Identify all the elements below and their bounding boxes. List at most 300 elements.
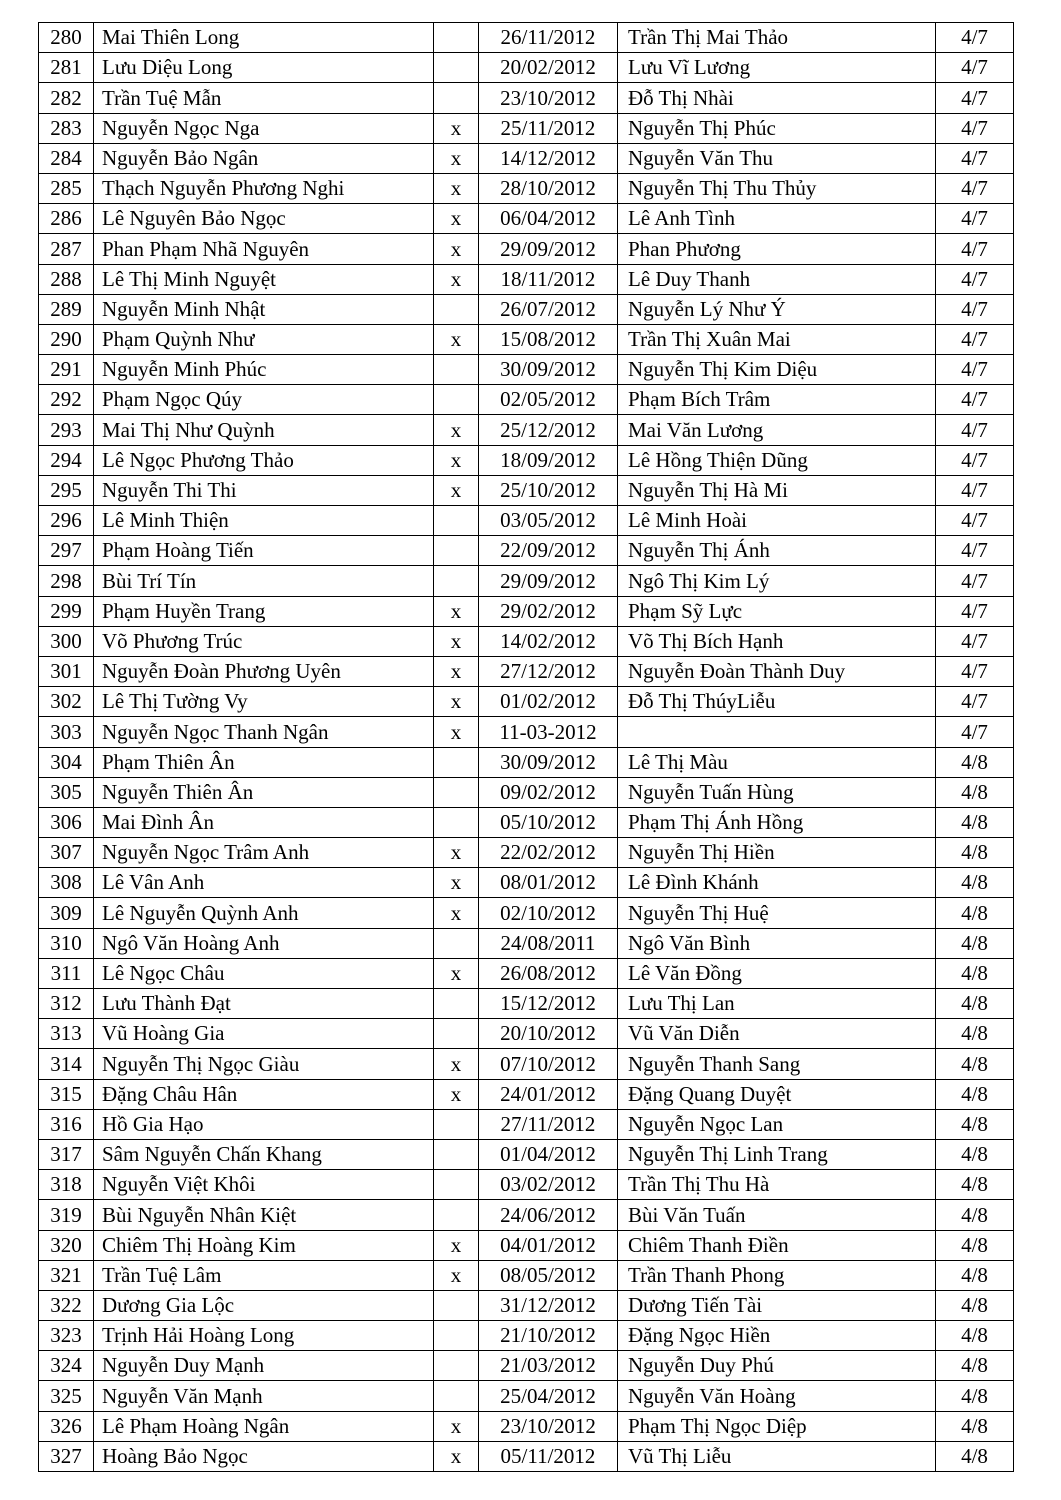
student-name-cell: Phạm Thiên Ân [94,747,434,777]
student-name-cell: Nguyễn Việt Khôi [94,1170,434,1200]
female-mark-cell [434,53,479,83]
parent-name-cell: Lưu Thị Lan [618,989,936,1019]
class-name-cell: 4/7 [936,204,1014,234]
row-number-cell: 303 [39,717,94,747]
table-row [39,355,1014,385]
birth-date-cell: 23/10/2012 [479,1411,618,1441]
class-name-cell: 4/7 [936,687,1014,717]
parent-name-cell: Lê Duy Thanh [618,264,936,294]
student-name-cell: Lê Ngọc Châu [94,958,434,988]
table-row [39,83,1014,113]
table-row [39,506,1014,536]
class-name-cell: 4/8 [936,868,1014,898]
student-name-cell: Thạch Nguyễn Phương Nghi [94,173,434,203]
birth-date-cell: 26/07/2012 [479,294,618,324]
student-name-cell: Lê Minh Thiện [94,506,434,536]
table-row [39,747,1014,777]
birth-date-cell: 07/10/2012 [479,1049,618,1079]
class-name-cell: 4/8 [936,1170,1014,1200]
student-name-cell: Nguyễn Ngọc Nga [94,113,434,143]
female-mark-cell: x [434,898,479,928]
student-name-cell: Nguyễn Bảo Ngân [94,143,434,173]
student-name-cell: Trần Tuệ Lâm [94,1260,434,1290]
row-number-cell: 320 [39,1230,94,1260]
student-name-cell: Ngô Văn Hoàng Anh [94,928,434,958]
parent-name-cell: Nguyễn Thị Hiền [618,838,936,868]
class-name-cell: 4/7 [936,234,1014,264]
student-name-cell: Mai Thiên Long [94,23,434,53]
row-number-cell: 280 [39,23,94,53]
student-name-cell: Nguyễn Minh Phúc [94,355,434,385]
parent-name-cell: Ngô Văn Bình [618,928,936,958]
female-mark-cell: x [434,234,479,264]
birth-date-cell: 20/02/2012 [479,53,618,83]
class-name-cell: 4/7 [936,23,1014,53]
class-name-cell: 4/7 [936,113,1014,143]
parent-name-cell: Nguyễn Duy Phú [618,1351,936,1381]
class-name-cell: 4/7 [936,626,1014,656]
student-name-cell: Lê Ngọc Phương Thảo [94,445,434,475]
student-name-cell: Phạm Huyền Trang [94,596,434,626]
class-name-cell: 4/7 [936,566,1014,596]
row-number-cell: 305 [39,777,94,807]
class-name-cell: 4/7 [936,53,1014,83]
parent-name-cell: Phạm Bích Trâm [618,385,936,415]
student-name-cell: Nguyễn Đoàn Phương Uyên [94,656,434,686]
row-number-cell: 304 [39,747,94,777]
female-mark-cell: x [434,596,479,626]
class-name-cell: 4/8 [936,1200,1014,1230]
birth-date-cell: 27/11/2012 [479,1109,618,1139]
class-name-cell: 4/8 [936,1441,1014,1471]
parent-name-cell: Nguyễn Văn Thu [618,143,936,173]
student-name-cell: Lê Nguyên Bảo Ngọc [94,204,434,234]
row-number-cell: 312 [39,989,94,1019]
class-name-cell: 4/8 [936,1139,1014,1169]
table-row [39,1351,1014,1381]
parent-name-cell: Vũ Thị Liễu [618,1441,936,1471]
student-name-cell: Mai Thị Như Quỳnh [94,415,434,445]
table-row [39,1411,1014,1441]
student-name-cell: Lê Thị Tường Vy [94,687,434,717]
class-name-cell: 4/8 [936,1290,1014,1320]
female-mark-cell: x [434,1079,479,1109]
birth-date-cell: 24/01/2012 [479,1079,618,1109]
female-mark-cell [434,1381,479,1411]
birth-date-cell: 03/02/2012 [479,1170,618,1200]
student-name-cell: Dương Gia Lộc [94,1290,434,1320]
table-row [39,1109,1014,1139]
female-mark-cell [434,385,479,415]
parent-name-cell: Võ Thị Bích Hạnh [618,626,936,656]
table-row [39,928,1014,958]
female-mark-cell: x [434,1230,479,1260]
student-name-cell: Hoàng Bảo Ngọc [94,1441,434,1471]
class-name-cell: 4/8 [936,747,1014,777]
table-row [39,958,1014,988]
row-number-cell: 306 [39,807,94,837]
birth-date-cell: 14/12/2012 [479,143,618,173]
table-row [39,1441,1014,1471]
class-name-cell: 4/8 [936,1321,1014,1351]
female-mark-cell [434,1139,479,1169]
birth-date-cell: 21/03/2012 [479,1351,618,1381]
female-mark-cell: x [434,1441,479,1471]
student-name-cell: Phạm Quỳnh Như [94,324,434,354]
table-row [39,536,1014,566]
birth-date-cell: 29/09/2012 [479,566,618,596]
row-number-cell: 321 [39,1260,94,1290]
table-row [39,1079,1014,1109]
parent-name-cell: Nguyễn Thị Ánh [618,536,936,566]
birth-date-cell: 09/02/2012 [479,777,618,807]
parent-name-cell: Lưu Vĩ Lương [618,53,936,83]
birth-date-cell: 22/09/2012 [479,536,618,566]
birth-date-cell: 25/12/2012 [479,415,618,445]
class-name-cell: 4/8 [936,1351,1014,1381]
table-row [39,264,1014,294]
roster-body [39,23,1014,1472]
female-mark-cell: x [434,868,479,898]
student-name-cell: Nguyễn Minh Nhật [94,294,434,324]
student-name-cell: Nguyễn Duy Mạnh [94,1351,434,1381]
female-mark-cell [434,1109,479,1139]
table-row [39,1260,1014,1290]
table-row [39,415,1014,445]
birth-date-cell: 01/02/2012 [479,687,618,717]
row-number-cell: 314 [39,1049,94,1079]
female-mark-cell [434,1351,479,1381]
female-mark-cell [434,747,479,777]
student-name-cell: Lê Vân Anh [94,868,434,898]
student-name-cell: Phạm Hoàng Tiến [94,536,434,566]
female-mark-cell [434,355,479,385]
row-number-cell: 301 [39,656,94,686]
birth-date-cell: 15/08/2012 [479,324,618,354]
parent-name-cell: Nguyễn Thị Kim Diệu [618,355,936,385]
table-row [39,1290,1014,1320]
table-row [39,1381,1014,1411]
table-row [39,475,1014,505]
class-name-cell: 4/7 [936,143,1014,173]
birth-date-cell: 02/05/2012 [479,385,618,415]
parent-name-cell: Nguyễn Thị Thu Thủy [618,173,936,203]
row-number-cell: 297 [39,536,94,566]
female-mark-cell: x [434,838,479,868]
birth-date-cell: 15/12/2012 [479,989,618,1019]
table-row [39,717,1014,747]
parent-name-cell: Bùi Văn Tuấn [618,1200,936,1230]
row-number-cell: 284 [39,143,94,173]
parent-name-cell: Nguyễn Tuấn Hùng [618,777,936,807]
student-name-cell: Nguyễn Ngọc Thanh Ngân [94,717,434,747]
row-number-cell: 300 [39,626,94,656]
table-row [39,687,1014,717]
parent-name-cell: Nguyễn Thị Linh Trang [618,1139,936,1169]
female-mark-cell [434,777,479,807]
student-name-cell: Hồ Gia Hạo [94,1109,434,1139]
class-name-cell: 4/8 [936,1381,1014,1411]
table-row [39,626,1014,656]
birth-date-cell: 30/09/2012 [479,747,618,777]
parent-name-cell: Dương Tiến Tài [618,1290,936,1320]
table-row [39,596,1014,626]
female-mark-cell [434,23,479,53]
parent-name-cell: Đặng Ngọc Hiền [618,1321,936,1351]
student-name-cell: Phạm Ngọc Qúy [94,385,434,415]
parent-name-cell: Chiêm Thanh Điền [618,1230,936,1260]
row-number-cell: 285 [39,173,94,203]
female-mark-cell [434,1200,479,1230]
class-name-cell: 4/7 [936,717,1014,747]
female-mark-cell [434,566,479,596]
student-name-cell: Đặng Châu Hân [94,1079,434,1109]
row-number-cell: 324 [39,1351,94,1381]
table-row [39,173,1014,203]
female-mark-cell: x [434,113,479,143]
table-row [39,1230,1014,1260]
row-number-cell: 319 [39,1200,94,1230]
birth-date-cell: 22/02/2012 [479,838,618,868]
row-number-cell: 313 [39,1019,94,1049]
row-number-cell: 288 [39,264,94,294]
birth-date-cell: 11-03-2012 [479,717,618,747]
parent-name-cell: Trần Thanh Phong [618,1260,936,1290]
female-mark-cell: x [434,204,479,234]
class-name-cell: 4/8 [936,989,1014,1019]
parent-name-cell: Nguyễn Ngọc Lan [618,1109,936,1139]
student-name-cell: Lê Nguyễn Quỳnh Anh [94,898,434,928]
parent-name-cell: Nguyễn Đoàn Thành Duy [618,656,936,686]
female-mark-cell [434,807,479,837]
female-mark-cell [434,1170,479,1200]
parent-name-cell: Lê Minh Hoài [618,506,936,536]
female-mark-cell: x [434,958,479,988]
class-name-cell: 4/8 [936,1079,1014,1109]
female-mark-cell [434,294,479,324]
class-name-cell: 4/7 [936,475,1014,505]
class-name-cell: 4/7 [936,445,1014,475]
table-row [39,807,1014,837]
table-row [39,1139,1014,1169]
birth-date-cell: 01/04/2012 [479,1139,618,1169]
female-mark-cell: x [434,656,479,686]
birth-date-cell: 08/01/2012 [479,868,618,898]
class-name-cell: 4/7 [936,656,1014,686]
class-name-cell: 4/8 [936,1411,1014,1441]
row-number-cell: 281 [39,53,94,83]
birth-date-cell: 05/10/2012 [479,807,618,837]
student-name-cell: Lưu Thành Đạt [94,989,434,1019]
row-number-cell: 296 [39,506,94,536]
parent-name-cell [618,717,936,747]
parent-name-cell: Phan Phương [618,234,936,264]
row-number-cell: 291 [39,355,94,385]
student-name-cell: Vũ Hoàng Gia [94,1019,434,1049]
class-name-cell: 4/8 [936,958,1014,988]
row-number-cell: 325 [39,1381,94,1411]
birth-date-cell: 25/04/2012 [479,1381,618,1411]
class-name-cell: 4/8 [936,1109,1014,1139]
class-name-cell: 4/8 [936,1019,1014,1049]
student-name-cell: Nguyễn Thị Ngọc Giàu [94,1049,434,1079]
table-row [39,1321,1014,1351]
parent-name-cell: Mai Văn Lương [618,415,936,445]
row-number-cell: 309 [39,898,94,928]
parent-name-cell: Lê Anh Tình [618,204,936,234]
class-name-cell: 4/7 [936,324,1014,354]
student-name-cell: Nguyễn Ngọc Trâm Anh [94,838,434,868]
student-name-cell: Nguyễn Văn Mạnh [94,1381,434,1411]
table-row [39,1170,1014,1200]
parent-name-cell: Đặng Quang Duyệt [618,1079,936,1109]
student-name-cell: Mai Đình Ân [94,807,434,837]
row-number-cell: 322 [39,1290,94,1320]
table-row [39,143,1014,173]
female-mark-cell: x [434,173,479,203]
birth-date-cell: 04/01/2012 [479,1230,618,1260]
birth-date-cell: 21/10/2012 [479,1321,618,1351]
table-row [39,204,1014,234]
table-row [39,656,1014,686]
row-number-cell: 299 [39,596,94,626]
female-mark-cell: x [434,626,479,656]
student-name-cell: Trịnh Hải Hoàng Long [94,1321,434,1351]
row-number-cell: 294 [39,445,94,475]
birth-date-cell: 31/12/2012 [479,1290,618,1320]
student-name-cell: Bùi Trí Tín [94,566,434,596]
female-mark-cell [434,928,479,958]
student-name-cell: Nguyễn Thi Thi [94,475,434,505]
row-number-cell: 317 [39,1139,94,1169]
parent-name-cell: Nguyễn Thanh Sang [618,1049,936,1079]
table-row [39,777,1014,807]
class-name-cell: 4/8 [936,807,1014,837]
class-name-cell: 4/8 [936,898,1014,928]
row-number-cell: 310 [39,928,94,958]
table-row [39,294,1014,324]
class-name-cell: 4/8 [936,928,1014,958]
birth-date-cell: 25/11/2012 [479,113,618,143]
table-row [39,1049,1014,1079]
female-mark-cell [434,83,479,113]
female-mark-cell: x [434,324,479,354]
class-name-cell: 4/8 [936,777,1014,807]
student-name-cell: Nguyễn Thiên Ân [94,777,434,807]
female-mark-cell: x [434,717,479,747]
class-name-cell: 4/8 [936,838,1014,868]
female-mark-cell: x [434,143,479,173]
birth-date-cell: 20/10/2012 [479,1019,618,1049]
birth-date-cell: 28/10/2012 [479,173,618,203]
birth-date-cell: 29/09/2012 [479,234,618,264]
student-name-cell: Lê Phạm Hoàng Ngân [94,1411,434,1441]
student-name-cell: Sâm Nguyễn Chấn Khang [94,1139,434,1169]
class-name-cell: 4/7 [936,173,1014,203]
parent-name-cell: Đỗ Thị ThúyLiễu [618,687,936,717]
female-mark-cell [434,1019,479,1049]
table-row [39,1200,1014,1230]
row-number-cell: 308 [39,868,94,898]
birth-date-cell: 24/08/2011 [479,928,618,958]
table-row [39,445,1014,475]
class-name-cell: 4/7 [936,264,1014,294]
parent-name-cell: Phạm Sỹ Lực [618,596,936,626]
female-mark-cell: x [434,264,479,294]
parent-name-cell: Trần Thị Thu Hà [618,1170,936,1200]
student-roster-table [38,22,1014,1472]
row-number-cell: 318 [39,1170,94,1200]
class-name-cell: 4/7 [936,596,1014,626]
parent-name-cell: Nguyễn Lý Như Ý [618,294,936,324]
parent-name-cell: Nguyễn Văn Hoàng [618,1381,936,1411]
parent-name-cell: Nguyễn Thị Huệ [618,898,936,928]
female-mark-cell: x [434,1049,479,1079]
class-name-cell: 4/7 [936,294,1014,324]
class-name-cell: 4/7 [936,536,1014,566]
row-number-cell: 293 [39,415,94,445]
birth-date-cell: 27/12/2012 [479,656,618,686]
row-number-cell: 286 [39,204,94,234]
row-number-cell: 323 [39,1321,94,1351]
class-name-cell: 4/8 [936,1260,1014,1290]
table-row [39,989,1014,1019]
parent-name-cell: Lê Hồng Thiện Dũng [618,445,936,475]
birth-date-cell: 26/11/2012 [479,23,618,53]
female-mark-cell: x [434,415,479,445]
student-name-cell: Lưu Diệu Long [94,53,434,83]
student-name-cell: Chiêm Thị Hoàng Kim [94,1230,434,1260]
female-mark-cell: x [434,445,479,475]
birth-date-cell: 24/06/2012 [479,1200,618,1230]
female-mark-cell: x [434,1260,479,1290]
birth-date-cell: 05/11/2012 [479,1441,618,1471]
birth-date-cell: 29/02/2012 [479,596,618,626]
birth-date-cell: 18/11/2012 [479,264,618,294]
parent-name-cell: Ngô Thị Kim Lý [618,566,936,596]
row-number-cell: 327 [39,1441,94,1471]
class-name-cell: 4/8 [936,1230,1014,1260]
parent-name-cell: Vũ Văn Diễn [618,1019,936,1049]
parent-name-cell: Đỗ Thị Nhài [618,83,936,113]
table-row [39,53,1014,83]
row-number-cell: 298 [39,566,94,596]
row-number-cell: 290 [39,324,94,354]
row-number-cell: 316 [39,1109,94,1139]
birth-date-cell: 25/10/2012 [479,475,618,505]
table-row [39,113,1014,143]
birth-date-cell: 08/05/2012 [479,1260,618,1290]
parent-name-cell: Phạm Thị Ngọc Diệp [618,1411,936,1441]
class-name-cell: 4/7 [936,385,1014,415]
row-number-cell: 289 [39,294,94,324]
row-number-cell: 287 [39,234,94,264]
birth-date-cell: 14/02/2012 [479,626,618,656]
row-number-cell: 302 [39,687,94,717]
row-number-cell: 326 [39,1411,94,1441]
parent-name-cell: Phạm Thị Ánh Hồng [618,807,936,837]
table-row [39,1019,1014,1049]
row-number-cell: 292 [39,385,94,415]
parent-name-cell: Nguyễn Thị Hà Mi [618,475,936,505]
student-name-cell: Võ Phương Trúc [94,626,434,656]
parent-name-cell: Lê Văn Đồng [618,958,936,988]
table-row [39,234,1014,264]
parent-name-cell: Nguyễn Thị Phúc [618,113,936,143]
student-name-cell: Phan Phạm Nhã Nguyên [94,234,434,264]
row-number-cell: 283 [39,113,94,143]
table-row [39,23,1014,53]
